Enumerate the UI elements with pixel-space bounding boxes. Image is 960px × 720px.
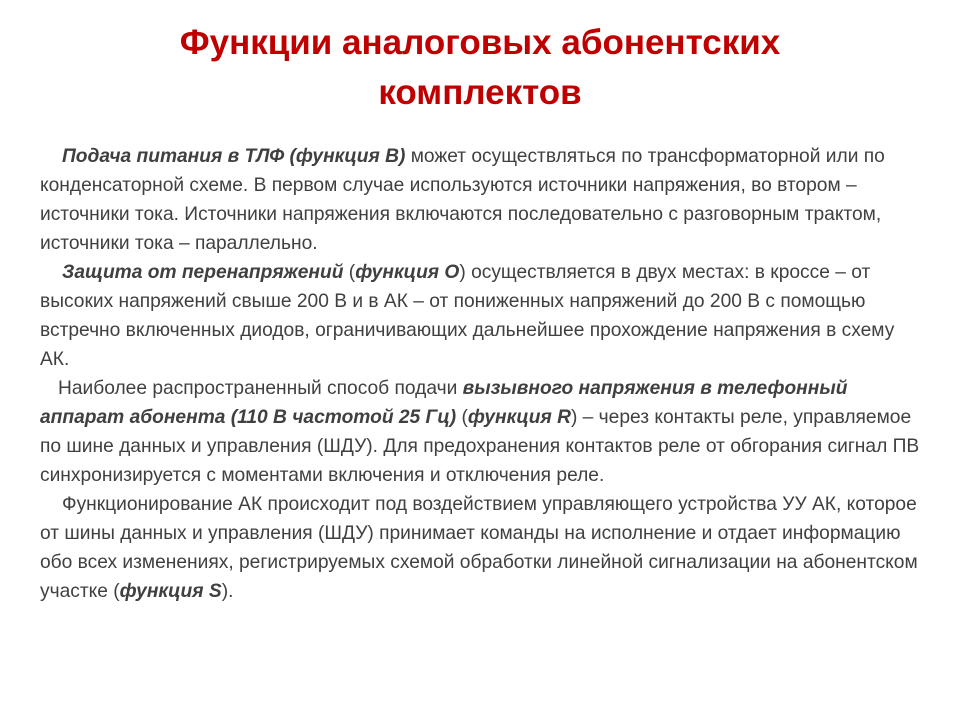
- slide-title: [60, 18, 900, 118]
- paragraph-overvoltage-protection: [40, 258, 920, 374]
- paragraph-text: Наиболее распространенный способ подачи: [58, 378, 463, 399]
- title-line-2: комплектов: [378, 73, 582, 112]
- paragraph-text: Функционирование АК происходит под воздействием управляющего устройства УУ АК, которое от шины данных и управления (ШДУ) принимает команды на исполнение и отдает информацию обо всех изменениях, регистрируемых схемой обработки линейной сигнализации на абонентском участке (: [40, 494, 918, 602]
- slide-body: [40, 142, 920, 606]
- title-line-1: Функции аналоговых абонентских: [179, 23, 781, 62]
- paragraph-text: (: [343, 262, 356, 283]
- term-function-o: функция О: [355, 262, 460, 283]
- term-overvoltage-protection: Защита от перенапряжений: [62, 262, 344, 283]
- term-ringing-voltage: вызывного напряжения в телефонный аппарат абонента (110 В частотой 25 Гц): [40, 378, 848, 428]
- paragraph-text: ).: [221, 581, 234, 602]
- term-function-r: функция R: [467, 407, 571, 428]
- paragraph-text: может осуществляться по трансформаторной или по конденсаторной схеме. В первом случае используются источники напряжения, во втором – источники тока. Источники напряжения включаются последовательно с разговорным трактом, источники тока – параллельно.: [40, 146, 885, 254]
- paragraph-ringing-voltage: [40, 374, 920, 490]
- paragraph-text: ) осуществляется в двух местах: в кроссе – от высоких напряжений свыше 200 В и в АК – от пониженных напряжений до 200 В с помощью встречно включенных диодов, ограничивающих дальнейшее прохождение напряжения в схему АК.: [40, 262, 895, 370]
- paragraph-power-supply: [40, 142, 920, 258]
- term-power-supply: Подача питания в ТЛФ (функция В): [62, 146, 406, 167]
- paragraph-control-unit: [40, 490, 920, 606]
- paragraph-text: ) – через контакты реле, управляемое по шине данных и управления (ШДУ). Для предохранения контактов реле от обгорания сигнал ПВ синхронизируется с моментами включения и отключения реле.: [40, 407, 920, 486]
- paragraph-text: (: [456, 407, 468, 428]
- term-function-s: функция S: [119, 581, 222, 602]
